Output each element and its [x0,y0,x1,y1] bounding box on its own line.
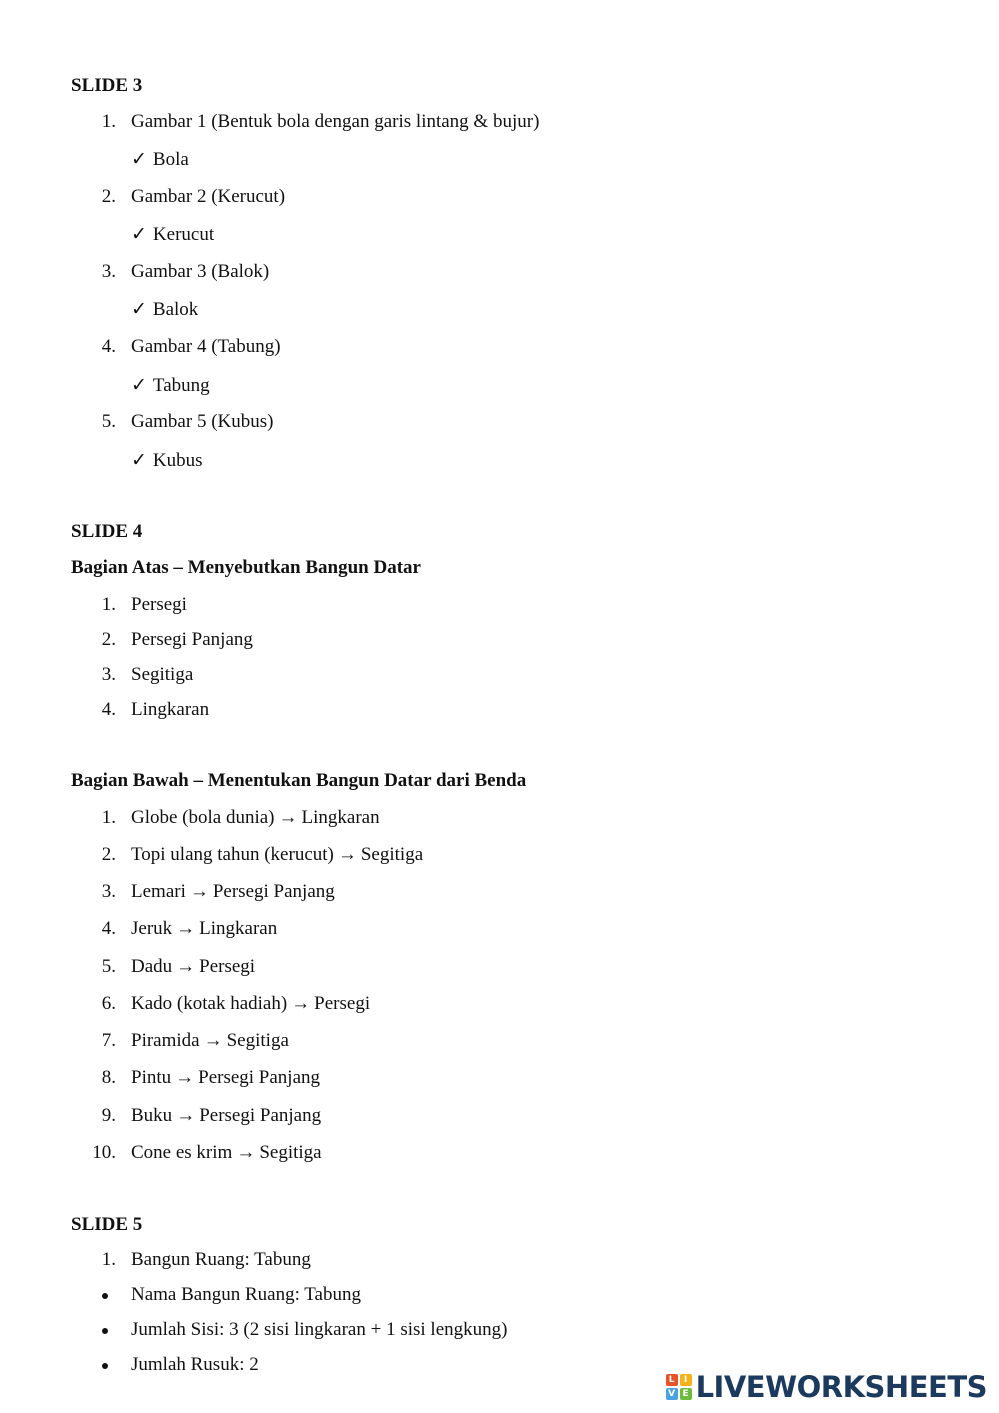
item-text [131,1067,320,1089]
arrow-right-icon: → [175,1067,195,1088]
item-text [131,1105,321,1127]
shape-text: Persegi Panjang [198,1067,321,1088]
bullet-icon [102,1293,108,1299]
arrow-right-icon: → [176,1105,196,1126]
arrow-right-icon: → [176,956,196,977]
logo-tile: V [666,1388,678,1400]
item-text: Persegi [131,594,187,615]
arrow-right-icon: → [291,993,311,1014]
check-icon: ✓ [131,224,147,245]
object-text: Jeruk [131,918,173,939]
item-number: 4. [101,918,116,939]
object-text: Dadu [131,956,173,977]
arrow-right-icon: → [203,1030,223,1051]
item-text: Jumlah Sisi: 3 (2 sisi lingkaran + 1 sisi lengkung) [131,1319,508,1340]
item-number: 1. [101,1249,116,1270]
item-text: Gambar 4 (Tabung) [131,336,281,357]
item-number: 2. [101,629,116,650]
item-text: Gambar 2 (Kerucut) [131,186,286,207]
item-number: 6. [101,993,116,1014]
item-text [131,956,255,978]
answer-text: Kubus [152,450,203,471]
item-number: 1. [101,807,116,828]
item-number: 2. [101,844,116,865]
check-icon: ✓ [131,450,147,471]
item-text [131,918,277,940]
item-text: Segitiga [131,664,194,685]
item-text: Gambar 1 (Bentuk bola dengan garis lintang & bujur) [131,111,540,132]
bullet-icon [102,1328,108,1334]
item-text: Lingkaran [131,699,210,720]
logo-tile: I [680,1374,692,1386]
item-number: 3. [101,664,116,685]
item-text: Jumlah Rusuk: 2 [131,1354,259,1375]
bullet-icon [102,1363,108,1369]
arrow-right-icon: → [236,1142,256,1163]
item-number: 3. [101,261,116,282]
item-text: Nama Bangun Ruang: Tabung [131,1284,361,1305]
object-text: Globe (bola dunia) [131,807,275,828]
item-text: Gambar 3 (Balok) [131,261,270,282]
arrow-right-icon: → [176,918,196,939]
item-text: Persegi Panjang [131,629,253,650]
section-title-bottom: Bagian Bawah – Menentukan Bangun Datar dari Benda [71,770,527,791]
answer-text: Balok [152,299,199,320]
check-icon: ✓ [131,375,147,396]
answer-text: Tabung [152,375,210,396]
check-icon: ✓ [131,149,147,170]
item-number: 4. [101,699,116,720]
check-icon: ✓ [131,299,147,320]
item-number: 1. [101,594,116,615]
shape-text: Persegi Panjang [199,1105,322,1126]
item-text [131,844,423,866]
item-number: 1. [101,111,116,132]
logo-tiles-icon [666,1374,692,1400]
answer-line [131,298,198,321]
slide5-heading: SLIDE 5 [71,1214,143,1235]
shape-text: Persegi Panjang [212,881,335,902]
item-number: 7. [101,1030,116,1051]
shape-text: Lingkaran [199,918,278,939]
item-text [131,1142,322,1164]
section-title-top: Bagian Atas – Menyebutkan Bangun Datar [71,557,421,578]
object-text: Cone es krim [131,1142,233,1163]
arrow-right-icon: → [278,807,298,828]
item-number: 8. [101,1067,116,1088]
shape-text: Segitiga [360,844,424,865]
object-text: Pintu [131,1067,172,1088]
slide4-heading: SLIDE 4 [71,521,143,542]
item-number: 2. [101,186,116,207]
item-text [131,881,335,903]
arrow-right-icon: → [189,881,209,902]
item-number: 10. [92,1142,116,1163]
object-text: Lemari [131,881,186,902]
object-text: Topi ulang tahun (kerucut) [131,844,334,865]
object-text: Kado (kotak hadiah) [131,993,288,1014]
item-text [131,993,370,1015]
item-number: 3. [101,881,116,902]
logo-tile: L [666,1374,678,1386]
answer-text: Kerucut [152,224,215,245]
shape-text: Lingkaran [301,807,380,828]
answer-line [131,223,214,246]
item-number: 4. [101,336,116,357]
item-text [131,1030,289,1052]
item-number: 5. [101,411,116,432]
liveworksheets-logo [666,1371,987,1403]
object-text: Piramida [131,1030,200,1051]
slide3-heading: SLIDE 3 [71,75,143,96]
item-text: Gambar 5 (Kubus) [131,411,274,432]
shape-text: Segitiga [259,1142,322,1163]
answer-line [131,449,203,472]
answer-line [131,148,189,171]
answer-line [131,374,210,397]
shape-text: Persegi [199,956,256,977]
logo-tile: E [680,1388,692,1400]
item-number: 9. [101,1105,116,1126]
shape-text: Segitiga [226,1030,289,1051]
item-text [131,807,380,829]
item-number: 5. [101,956,116,977]
answer-text: Bola [152,149,189,170]
logo-text: LIVEWORKSHEETS [695,1370,987,1404]
object-text: Buku [131,1105,173,1126]
arrow-right-icon: → [337,844,357,865]
item-text: Bangun Ruang: Tabung [131,1249,311,1270]
shape-text: Persegi [314,993,371,1014]
